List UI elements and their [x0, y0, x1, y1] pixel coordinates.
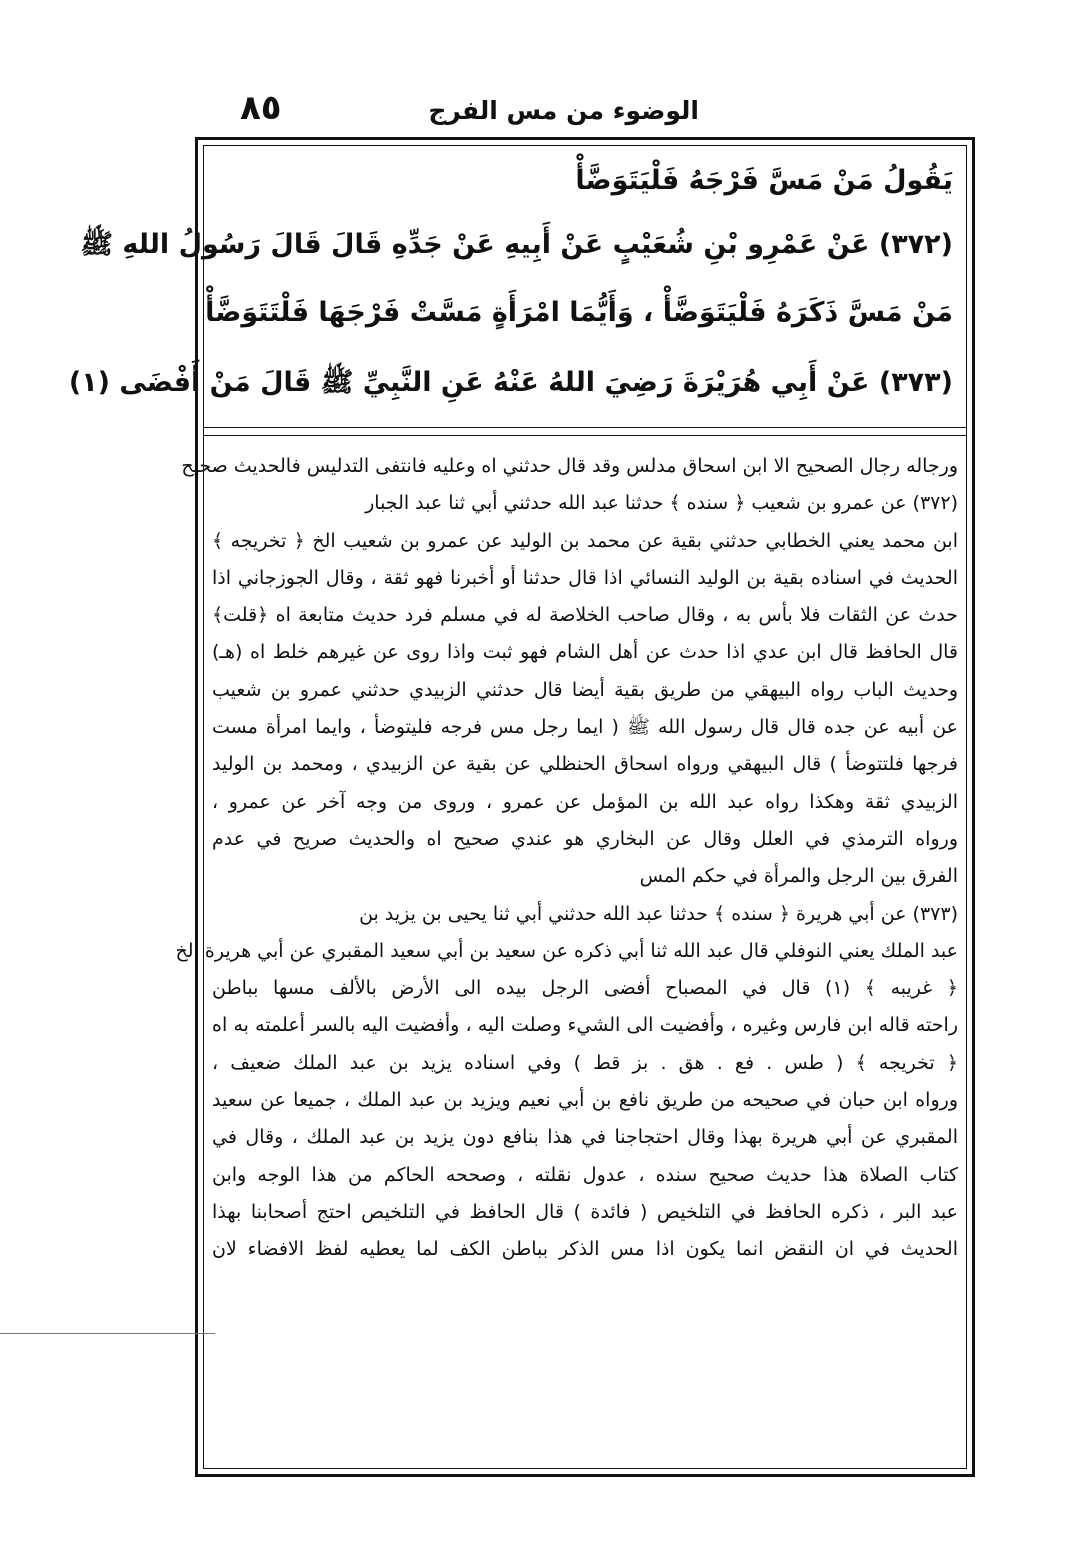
hadith-line: مَنْ مَسَّ ذَكَرَهُ فَلْيَتَوَضَّأْ ، وَأَيُّمَا امْرَأَةٍ مَسَّتْ فَرْجَهَا فَلْتَتَوَضَّأْ	[205, 297, 953, 328]
commentary-line: الفرق بين الرجل والمرأة في حكم المس	[639, 865, 958, 888]
commentary-line: ﴿ غريبه ﴾ (١) قال في المصباح أفضى الرجل بيده الى الأرض بالألف مسها بباطن	[212, 977, 958, 1000]
running-title: الوضوء من مس الفرج	[428, 96, 699, 125]
commentary-line: حدث عن الثقات فلا بأس به ، وقال صاحب الخلاصة له في مسلم فرد حديث متابعة اه ﴿قلت﴾	[212, 604, 958, 627]
commentary-line: (٣٧٣) عن أبي هريرة ﴿ سنده ﴾ حدثنا عبد الله حدثني أبي ثنا يحيى بن يزيد بن	[359, 902, 958, 925]
commentary-line: راحته قاله ابن فارس وغيره ، وأفضيت الى الشيء وصلت اليه ، وأفضيت اليه بالسر أعلمته به اه	[212, 1014, 958, 1037]
hadith-line: (٣٧٣) عَنْ أَبِي هُرَيْرَةَ رَضِيَ اللهُ عَنْهُ عَنِ النَّبِيِّ ﷺ قَالَ مَنْ أَفْضَى (١)	[68, 367, 953, 398]
commentary-line: ورواه ابن حبان في صحيحه من طريق نافع بن أبي نعيم ويزيد بن عبد الملك ، جميعا عن سعيد	[212, 1089, 958, 1112]
commentary-line: الزبيدي ثقة وهكذا رواه عبد الله بن المؤمل عن عمرو ، وروى من وجه آخر عن عمرو ،	[212, 790, 958, 813]
commentary-line: وحديث الباب رواه البيهقي من طريق بقية أيضا قال حدثني الزبيدي حدثني عمرو بن شعيب	[212, 678, 958, 701]
commentary-line: ورواه الترمذي في العلل وقال عن البخاري هو عندي صحيح اه والحديث صريح في عدم	[212, 827, 958, 850]
commentary-line: الحديث في اسناده بقية بن الوليد النسائي اذا قال حدثنا أو أخبرنا فهو ثقة ، وقال الجوزجاني اذا	[212, 566, 958, 589]
commentary-line: (٣٧٢) عن عمرو بن شعيب ﴿ سنده ﴾ حدثنا عبد الله حدثني أبي ثنا عبد الجبار	[365, 492, 958, 515]
scan-edge-line	[0, 1333, 215, 1334]
commentary-line: عن أبيه عن جده قال قال رسول الله ﷺ ( ايما رجل مس فرجه فليتوضأ ، وايما امرأة مست	[212, 716, 958, 739]
section-divider	[203, 435, 967, 436]
commentary-line: الحديث في ان النقض انما يكون اذا مس الذكر بباطن الكف لما يعطيه لفظ الافضاء لان	[212, 1238, 958, 1261]
page-number: ٨٥	[240, 88, 282, 128]
commentary-line: عبد الملك يعني النوفلي قال عبد الله ثنا أبي ذكره عن سعيد بن أبي سعيد المقبري عن أبي هريرة الخ	[175, 939, 958, 962]
hadith-text-box	[68, 145, 967, 427]
hadith-line: (٣٧٢) عَنْ عَمْرِو بْنِ شُعَيْبٍ عَنْ أَبِيهِ عَنْ جَدِّهِ قَالَ قَالَ رَسُولُ اللهِ ﷺ	[80, 229, 953, 260]
commentary-line: كتاب الصلاة هذا حديث صحيح سنده ، عدول نقلته ، وصححه الحاكم من هذا الوجه وابن	[212, 1163, 958, 1186]
commentary-line: ورجاله رجال الصحيح الا ابن اسحاق مدلس وقد قال حدثني اه وعليه فانتفى التدليس فالحديث صحيح	[181, 455, 958, 477]
commentary-section	[175, 448, 958, 1269]
commentary-line: فرجها فلتتوضأ ) قال البيهقي ورواه اسحاق الحنظلي عن بقية عن الزبيدي ، ومحمد بن الوليد	[212, 753, 958, 776]
commentary-line: ابن محمد يعني الخطابي حدثني بقية عن محمد بن الوليد عن عمرو بن شعيب الخ ﴿ تخريجه ﴾	[212, 529, 958, 552]
section-divider	[203, 427, 967, 428]
hadith-line: يَقُولُ مَنْ مَسَّ فَرْجَهُ فَلْيَتَوَضَّأْ	[575, 165, 953, 196]
commentary-line: قال الحافظ قال ابن عدي اذا حدث عن أهل الشام فهو ثبت واذا روى عن غيرهم خلط اه (هـ)	[212, 641, 958, 664]
commentary-line: ﴿ تخريجه ﴾ ( طس . فع . هق . بز قط ) وفي اسناده يزيد بن عبد الملك ضعيف ،	[212, 1051, 958, 1074]
commentary-line: المقبري عن أبي هريرة بهذا وقال احتجاجنا في هذا بنافع دون يزيد بن عبد الملك ، وقال في	[212, 1126, 958, 1149]
commentary-line: عبد البر ، ذكره الحافظ في التلخيص ( فائدة ) قال الحافظ في التلخيص احتج أصحابنا بهذا	[212, 1200, 958, 1223]
